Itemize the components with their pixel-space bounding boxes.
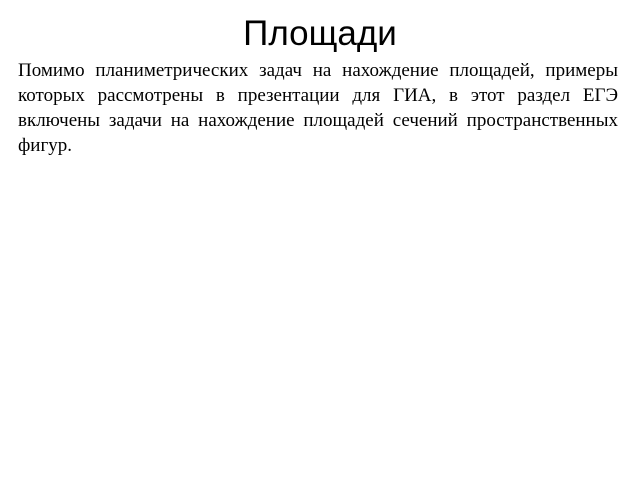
slide-body-text: Помимо планиметрических задач на нахождение площадей, примеры которых рассмотрены в презентации для ГИА, в этот раздел ЕГЭ включены задачи на нахождение площадей сечений пространственных фигур. — [18, 60, 618, 156]
slide-title: Площади — [243, 14, 397, 53]
